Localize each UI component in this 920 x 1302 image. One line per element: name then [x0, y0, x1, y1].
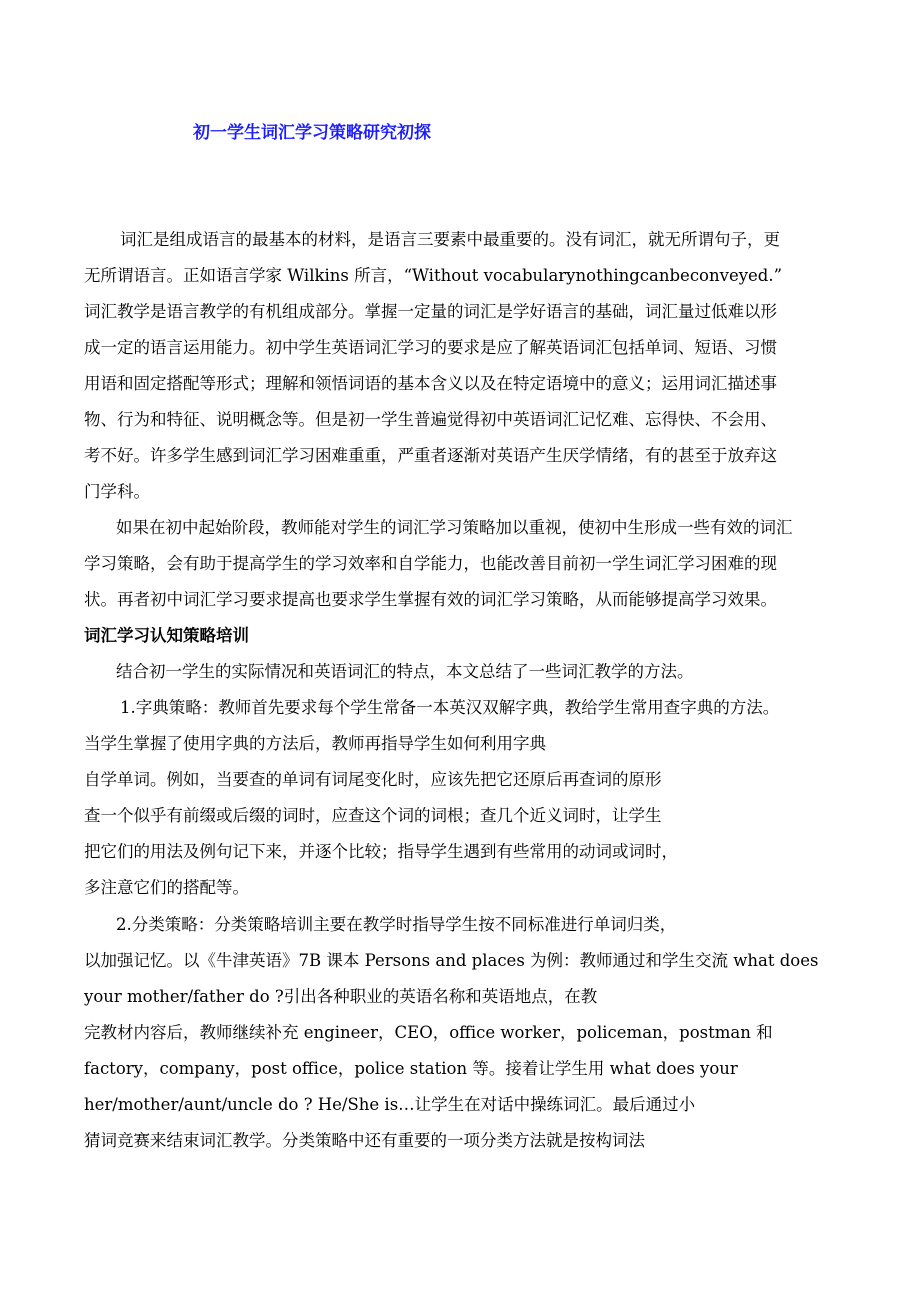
paragraph-5-line-4: 完教材内容后，教师继续补充 engineer，CEO，office worker，policeman，postman 和 — [84, 1023, 773, 1042]
paragraph-1-line-3: 词汇教学是语言教学的有机组成部分。掌握一定量的词汇是学好语言的基础，词汇量过低难以形 — [84, 302, 777, 321]
paragraph-5-line-6: her/mother/aunt/uncle do ? He/She is…让学生在对话中操练词汇。最后通过小 — [84, 1095, 696, 1114]
paragraph-5-line-7: 猜词竞赛来结束词汇教学。分类策略中还有重要的一项分类方法就是按构词法 — [84, 1131, 645, 1150]
paragraph-4-line-2: 当学生掌握了使用字典的方法后，教师再指导学生如何利用字典 — [84, 734, 546, 753]
paragraph-5-line-2: 以加强记忆。以《牛津英语》7B 课本 Persons and places 为例：教师通过和学生交流 what does — [84, 951, 819, 970]
paragraph-4-line-5: 把它们的用法及例句记下来，并逐个比较；指导学生遇到有些常用的动词或词时， — [84, 842, 678, 861]
section-heading: 词汇学习认知策略培训 — [84, 626, 249, 645]
paragraph-4-line-6: 多注意它们的搭配等。 — [84, 878, 249, 897]
paragraph-2-line-3: 状。再者初中词汇学习要求提高也要求学生掌握有效的词汇学习策略，从而能够提高学习效果。 — [84, 590, 777, 609]
paragraph-2-line-2: 学习策略，会有助于提高学生的学习效率和自学能力，也能改善目前初一学生词汇学习困难的现 — [84, 554, 777, 573]
paragraph-1-line-6: 物、行为和特征、说明概念等。但是初一学生普遍觉得初中英语词汇记忆难、忘得快、不会用、 — [84, 410, 777, 429]
paragraph-4-line-4: 查一个似乎有前缀或后缀的词时，应查这个词的词根；查几个近义词时，让学生 — [84, 806, 662, 825]
paragraph-2-line-1: 如果在初中起始阶段，教师能对学生的词汇学习策略加以重视，使初中生形成一些有效的词汇 — [116, 518, 793, 537]
document-title: 初一学生词汇学习策略研究初探 — [193, 123, 431, 143]
paragraph-1-line-2: 无所谓语言。正如语言学家 Wilkins 所言，“Without vocabularynothingcanbeconveyed.” — [84, 266, 783, 285]
paragraph-1-line-5: 用语和固定搭配等形式；理解和领悟词语的基本含义以及在特定语境中的意义；运用词汇描述事 — [84, 374, 777, 393]
paragraph-5-line-3: your mother/father do ?引出各种职业的英语名称和英语地点，在教 — [84, 987, 598, 1006]
paragraph-1-line-4: 成一定的语言运用能力。初中学生英语词汇学习的要求是应了解英语词汇包括单词、短语、习惯 — [84, 338, 777, 357]
paragraph-5-line-1: 2.分类策略：分类策略培训主要在教学时指导学生按不同标准进行单词归类， — [116, 915, 677, 934]
paragraph-3-line-1: 结合初一学生的实际情况和英语词汇的特点，本文总结了一些词汇教学的方法。 — [116, 662, 694, 681]
paragraph-5-line-5: factory，company，post office，police station 等。接着让学生用 what does your — [84, 1059, 738, 1078]
paragraph-1-line-1: 词汇是组成语言的最基本的材料，是语言三要素中最重要的。没有词汇，就无所谓句子，更 — [120, 230, 780, 249]
paragraph-1-line-8: 门学科。 — [84, 482, 150, 501]
paragraph-4-line-3: 自学单词。例如，当要查的单词有词尾变化时，应该先把它还原后再查词的原形 — [84, 770, 662, 789]
paragraph-1-line-7: 考不好。许多学生感到词汇学习困难重重，严重者逐渐对英语产生厌学情绪，有的甚至于放弃这 — [84, 446, 777, 465]
paragraph-4-line-1: 1.字典策略：教师首先要求每个学生常备一本英汉双解字典，教给学生常用查字典的方法。 — [120, 698, 780, 717]
